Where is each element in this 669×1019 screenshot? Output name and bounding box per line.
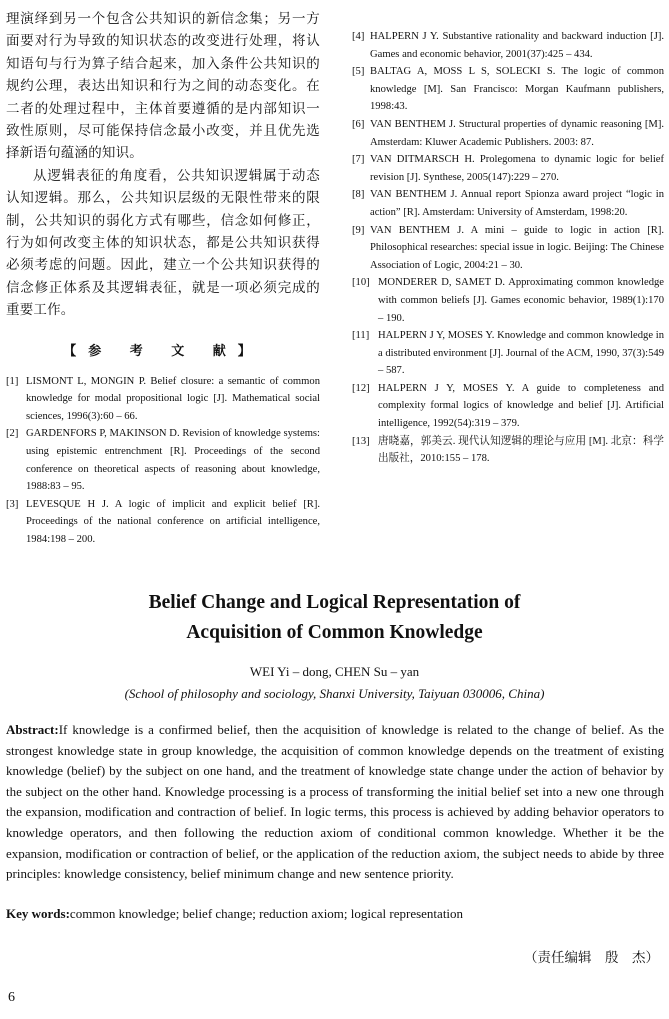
affiliation: (School of philosophy and sociology, Shanxi University, Taiyuan 030006, China) (124, 686, 545, 701)
reference-text: HALPERN J Y. Substantive rationality and backward induction [J]. Games and economic behavior, 2001(37):425 – 434. (370, 31, 664, 60)
references-heading: 【参 考 文 献】 (63, 343, 263, 359)
reference-item (352, 380, 664, 433)
page-number: 6 (8, 990, 15, 1005)
keywords (6, 906, 664, 922)
reference-item (352, 222, 664, 275)
left-column (6, 8, 320, 549)
reference-item (352, 63, 664, 116)
reference-number: [5] (352, 66, 365, 78)
reference-number: [1] (6, 375, 19, 387)
responsible-editor: （责任编辑 殷 杰） (524, 950, 659, 966)
reference-item (352, 116, 664, 151)
reference-text: VAN BENTHEM J. Annual report Spionza award project “logic in action” [R]. Amsterdam: University of Amsterdam, 1998:20. (370, 189, 664, 218)
reference-text: VAN BENTHEM J. Structural properties of dynamic reasoning [M]. Amsterdam: Kluwer Academic Publishers. 2003: 87. (370, 118, 664, 148)
english-title-line-2: Acquisition of Common Knowledge (186, 622, 483, 643)
body-paragraph: 从逻辑表征的角度看，公共知识逻辑属于动态认知逻辑。那么，公共知识层级的无限性带来的限制，公共知识的弱化方式有哪些，信念如何修正，行为如何改变主体的知识状态，都是公共知识获得必须考虑的问题。因此，建立一个公共知识获得的信念修正体系及其逻辑表征，就是一项必须完成的重要工作。 (6, 167, 320, 319)
authors: WEI Yi – dong, CHEN Su – yan (249, 664, 420, 679)
reference-item (6, 496, 320, 549)
reference-number: [2] (6, 428, 19, 440)
reference-text: HALPERN J Y, MOSES Y. Knowledge and common knowledge in a distributed environment [J]. Journal of the ACM, 1990, 37(3):549 – 587. (378, 330, 664, 377)
reference-item (352, 28, 664, 63)
reference-text: VAN DITMARSCH H. Prolegomena to dynamic logic for belief revision [J]. Synthese, 2005(147):229 – 270. (370, 154, 664, 183)
reference-text: BALTAG A, MOSS L S, SOLECKI S. The logic of common knowledge [M]. San Francisco: Morgan Kaufmann publishers, 1998:43. (370, 66, 664, 113)
right-column (352, 28, 664, 468)
reference-item (352, 186, 664, 221)
reference-number: [7] (352, 154, 365, 166)
reference-item (352, 151, 664, 186)
reference-number: [12] (352, 382, 370, 394)
reference-number: [8] (352, 189, 365, 201)
reference-number: [6] (352, 118, 365, 130)
reference-item (352, 327, 664, 380)
abstract-text: If knowledge is a confirmed belief, then the acquisition of knowledge is related to the change of belief. As the strongest knowledge state in group knowledge, the acquisition of common knowledge depends on the treatment of existing knowledge (belief) by the subject on one hand, and the treatment of knowledge state change under the action of behavior by the subject on the other hand. Knowledge processing is a process of transforming the initial belief set into a new one through the expansion, modification and contraction of belief. In logic terms, this process is achieved by adding behavior operators to knowledge operators, and then following the reduction axiom of conditional common knowledge. Whether it be the expansion, modification or contraction of belief, or the application of the reduction axiom, the subject needs to abide by three principles: knowledge consistency, belief minimum change and new sentence priority. (6, 722, 664, 882)
reference-text: VAN BENTHEM J. A mini – guide to logic in action [R]. Philosophical researches: special issue in logic. Beijing: The Chinese Association of Logic, 2004:21 – 30. (370, 224, 664, 271)
reference-item (352, 433, 664, 468)
reference-text: 唐晓嘉，郭美云. 现代认知逻辑的理论与应用 [M]. 北京：科学出版社，2010:155 – 178. (378, 435, 664, 465)
reference-number: [10] (352, 277, 370, 289)
keywords-text: common knowledge; belief change; reduction axiom; logical representation (69, 906, 464, 921)
abstract-label: Abstract: (6, 722, 59, 737)
reference-item (6, 373, 320, 426)
reference-text: MONDERER D, SAMET D. Approximating common knowledge with common beliefs [J]. Games economic behavior, 1989(1):170 – 190. (378, 277, 664, 324)
reference-number: [11] (352, 330, 370, 342)
reference-number: [3] (6, 498, 19, 510)
keywords-label: Key words: (6, 906, 70, 921)
reference-text: LISMONT L, MONGIN P. Belief closure: a semantic of common knowledge for modal propositional logic [J]. Mathematical social sciences, 1996(3):60 – 66. (26, 375, 320, 422)
reference-text: LEVESQUE H J. A logic of implicit and explicit belief [R]. Proceedings of the national conference on artificial intelligence, 1984:198 – 200. (26, 498, 320, 546)
abstract (6, 720, 664, 885)
reference-number: [9] (352, 224, 365, 236)
reference-text: GARDENFORS P, MAKINSON D. Revision of knowledge systems: using epistemic entrenchment [R]. Proceedings of the second conference on theoretical aspects of reasoning about knowledge, 1988:83 – 95. (26, 428, 320, 493)
reference-number: [4] (352, 31, 365, 42)
reference-item (6, 425, 320, 495)
reference-text: HALPERN J Y, MOSES Y. A guide to completeness and complexity formal logics of knowledge and belief [J]. Artificial intelligence, 1992(54):319 – 379. (378, 382, 664, 430)
body-paragraph-continuation: 理演绎到另一个包含公共知识的新信念集；另一方面要对行为导致的知识状态的改变进行处理，将认知语句与行为算子结合起来，加入条件公共知识的规约公理，表达出知识和行为之间的动态变化。在二者的处理过程中，主体首要遵循的是内部知识一致性原则，尽可能保持信念最小改变，并且优先选择新语句蕴涵的知识。 (6, 11, 320, 162)
english-title-line-1: Belief Change and Logical Representation of (148, 592, 521, 613)
reference-number: [13] (352, 435, 370, 447)
reference-item (352, 274, 664, 327)
